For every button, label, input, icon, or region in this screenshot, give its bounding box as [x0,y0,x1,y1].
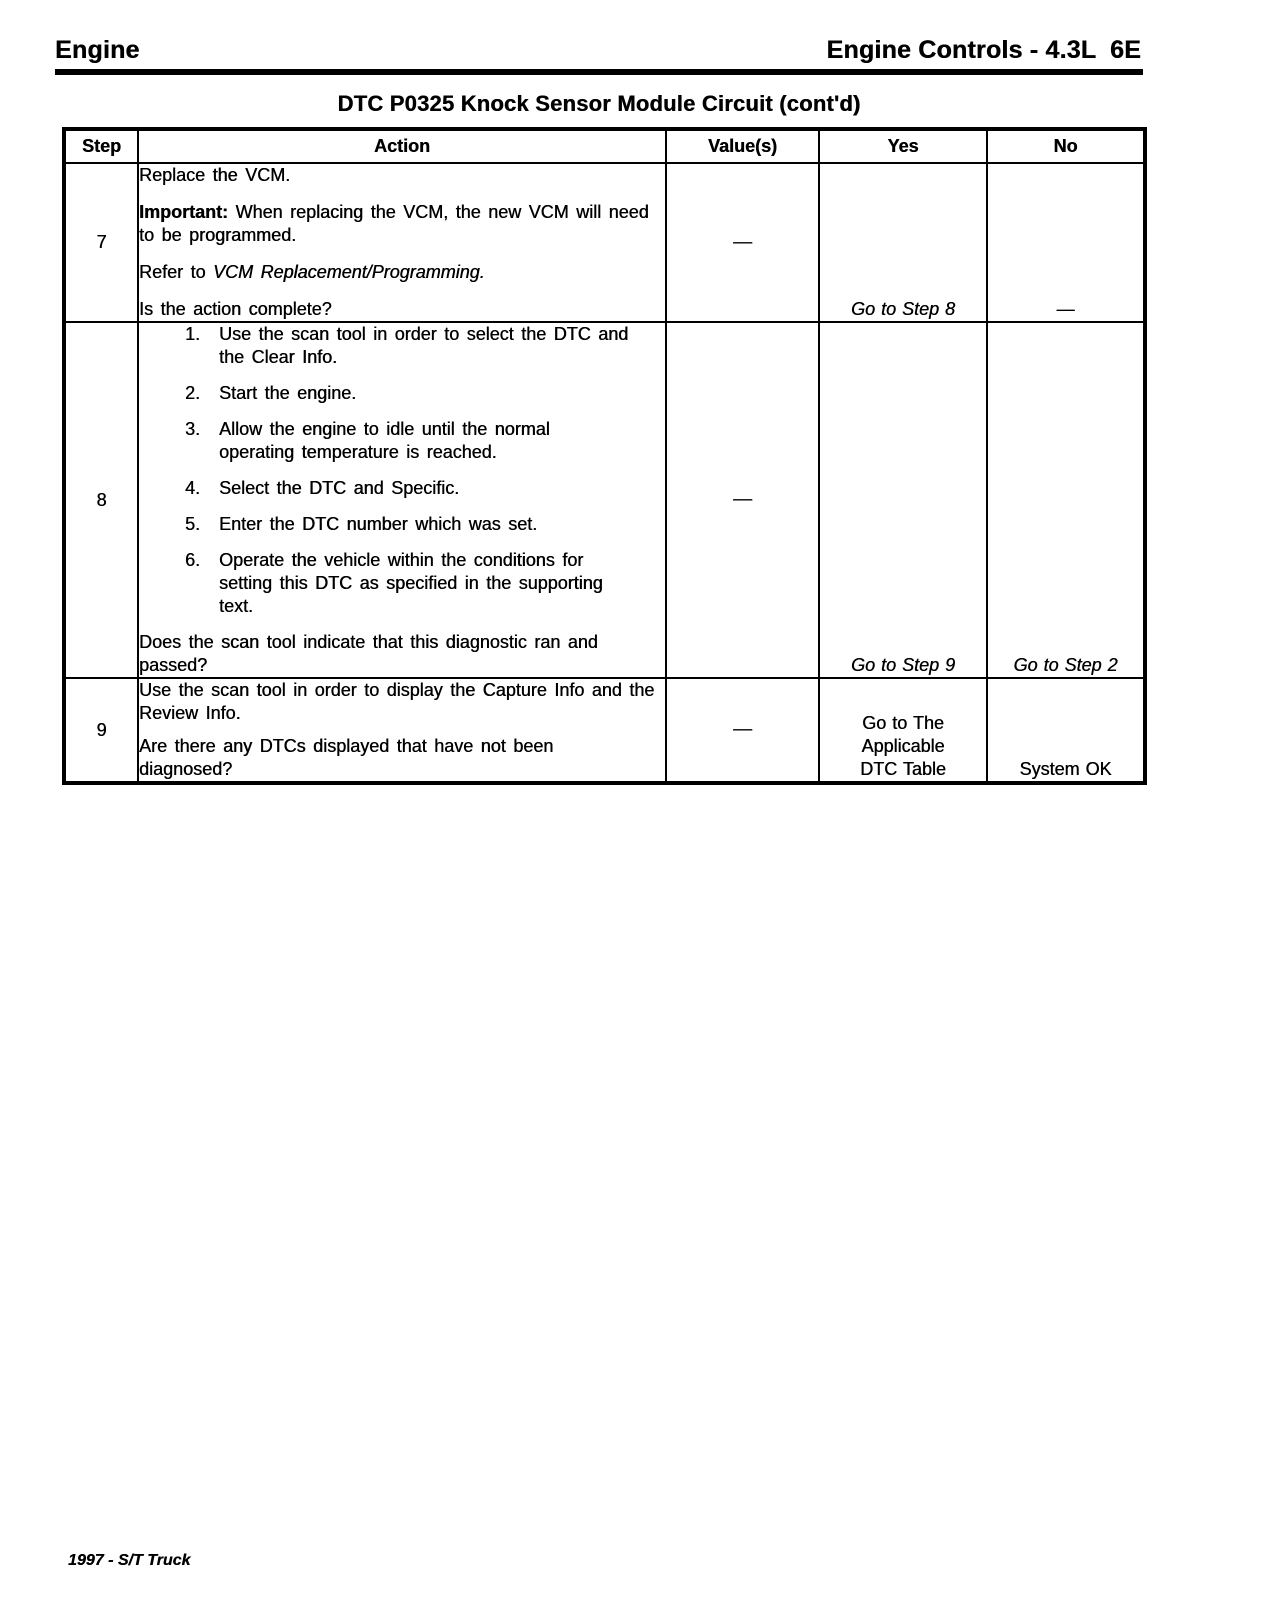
value-cell: — [666,678,819,783]
yes-cell [819,163,987,322]
action-paragraph [139,261,665,284]
action-paragraph: Use the scan tool in order to display the Capture Info and the Review Info. [139,680,655,723]
diagnostic-table [62,127,1147,785]
no-cell [987,322,1145,678]
list-item-text: Start the engine. [219,383,357,403]
procedure-reference: VCM Replacement/Programming. [213,262,485,282]
yes-goto: Go to The Applicable DTC Table [860,713,946,779]
list-item-number: 1. [185,324,201,344]
important-text: When replacing the VCM, the new VCM will need to be programmed. [139,202,649,245]
action-list-item [139,418,665,464]
table-header-row [64,129,1145,163]
value-cell: — [666,322,819,678]
column-header-step: Step [64,129,138,163]
table-row-step-7 [64,163,1145,322]
list-item-number: 2. [185,383,201,403]
no-cell [987,163,1145,322]
page-footer: 1997 - S/T Truck [68,1552,191,1569]
action-question: Does the scan tool indicate that this diagnostic ran and passed? [139,632,598,675]
list-item-number: 5. [185,514,201,534]
header-rule [55,69,1143,75]
list-item-text: Operate the vehicle within the conditions for setting this DTC as specified in the supporting text. [219,550,603,616]
page-header [55,36,1143,68]
table-row-step-8 [64,322,1145,678]
yes-goto: Go to Step 9 [850,655,956,675]
step-number: 9 [64,678,138,783]
table-row-step-9 [64,678,1145,783]
list-item-text: Enter the DTC number which was set. [219,514,538,534]
action-paragraph [139,201,665,247]
list-item-number: 4. [185,478,201,498]
column-header-yes: Yes [819,129,987,163]
important-label: Important: [139,202,228,222]
action-cell [138,163,666,322]
action-cell [138,678,666,783]
header-chapter-label: Engine Controls - 4.3L 6E [826,36,1141,64]
no-result: System OK [1019,759,1112,779]
list-item-text: Use the scan tool in order to select the DTC and the Clear Info. [219,324,629,367]
action-cell [138,322,666,678]
no-dash: — [1056,299,1075,319]
yes-goto: Go to Step 8 [850,299,956,319]
step-number: 7 [64,163,138,322]
yes-cell [819,322,987,678]
no-cell [987,678,1145,783]
action-paragraph: Replace the VCM. [139,165,291,185]
list-item-number: 3. [185,419,201,439]
column-header-no: No [987,129,1145,163]
list-item-text: Allow the engine to idle until the normal operating temperature is reached. [219,419,550,462]
refer-text: Refer to [139,262,214,282]
page-title: DTC P0325 Knock Sensor Module Circuit (cont'd) [337,91,861,116]
list-item-number: 6. [185,550,201,570]
action-list-item [139,513,665,536]
page-content [55,36,1143,785]
list-item-text: Select the DTC and Specific. [219,478,460,498]
action-question: Are there any DTCs displayed that have not been diagnosed? [139,736,554,779]
column-header-values: Value(s) [666,129,819,163]
action-question: Is the action complete? [139,299,332,319]
action-list-item [139,549,665,618]
step-number: 8 [64,322,138,678]
header-section-label: Engine [55,36,140,64]
action-list-item [139,477,665,500]
action-list-item [139,382,665,405]
no-goto: Go to Step 2 [1013,655,1118,675]
yes-cell [819,678,987,783]
value-cell: — [666,163,819,322]
column-header-action: Action [138,129,666,163]
action-list-item [139,323,665,369]
